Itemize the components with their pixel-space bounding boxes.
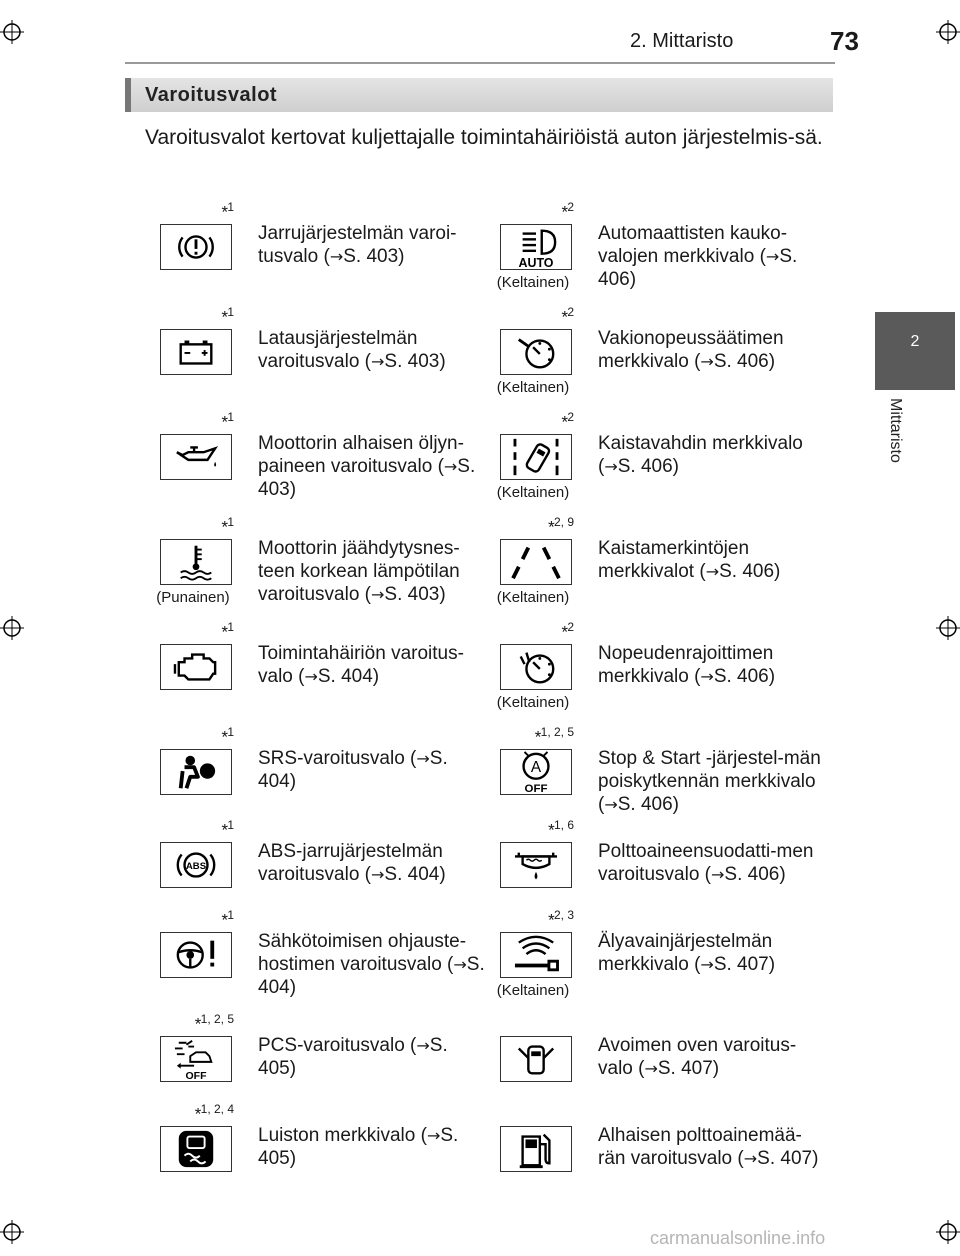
light-description-text: Moottorin jäähdytysnes-teen korkean lämpötilan varoitusvalo ( [258,538,460,605]
footnote-star: * [220,307,228,327]
intro-paragraph: Varoitusvalot kertovat kuljettajalle toimintahäiriöistä auton järjestelmis-sä. [145,126,823,149]
page-reference[interactable]: S. 406) [713,351,776,372]
footnote-star: * [220,412,228,432]
light-description-text: Moottorin alhaisen öljyn-paineen varoitusvalo ( [258,433,464,477]
svg-text:OFF: OFF [185,1070,207,1081]
footnote-number: 1, 6 [553,818,574,832]
light-description [598,747,828,816]
footnote-marker [134,1012,234,1035]
auto-high-beam-icon [500,224,572,270]
footnote-marker [474,200,574,223]
light-description [258,222,488,268]
page-reference[interactable]: S. 405) [258,1035,448,1079]
light-description-text: Nopeudenrajoittimen merkkivalo ( [598,643,774,687]
footnote-number: 1 [227,200,234,214]
page-ref-arrow: → [765,247,780,266]
light-description-text: Sähkötoimisen ohjauste-hostimen varoitusvalo ( [258,931,467,975]
footnote-marker [474,515,574,538]
footnote-star: * [220,622,228,642]
smart-key-icon [500,932,572,978]
indicator-color-note: (Keltainen) [496,982,570,999]
footnote-star: * [194,1104,201,1124]
light-description [598,537,828,583]
page-ref-arrow: → [705,562,720,581]
page-reference[interactable]: S. 407) [657,1058,720,1079]
footnote-star: * [220,517,228,537]
footnote-marker [134,410,234,433]
page-ref-arrow: → [644,1059,658,1078]
light-description [598,1124,828,1170]
section-heading [125,78,833,112]
low-fuel-icon [500,1126,572,1172]
light-description [258,1034,488,1080]
page-ref-arrow: → [371,865,385,884]
page-ref-arrow: → [604,457,618,476]
registration-mark-bottom-right [936,1220,960,1244]
footnote-number: 2, 9 [553,515,574,529]
light-description [598,327,828,373]
light-description-text: Avoimen oven varoitus-valo ( [598,1035,797,1079]
page-ref-arrow: → [743,1149,758,1168]
slip-indicator-icon [160,1126,232,1172]
footnote-marker [474,620,574,643]
footnote-number: 1, 2, 5 [200,1012,234,1026]
light-description-text: Stop & Start -järjestel-män poiskytkennän merkkivalo ( [598,748,821,815]
header-rule [125,62,835,64]
page-reference[interactable]: S. 407) [713,954,776,975]
page-ref-arrow: → [604,795,618,814]
footnote-marker [134,200,234,223]
registration-mark-top-right [936,20,960,44]
page-ref-arrow: → [329,247,344,266]
footnote-number: 1 [227,410,234,424]
svg-text:AUTO: AUTO [518,256,554,269]
fuel-filter-icon [500,842,572,888]
footnote-star: * [547,517,554,537]
footnote-star: * [560,202,568,222]
abs-icon [160,842,232,888]
registration-mark-mid-right [936,616,960,640]
page-ref-arrow: → [416,1036,430,1055]
svg-text:A: A [530,759,542,776]
coolant-temp-icon [160,539,232,585]
footnote-number: 1 [227,620,234,634]
page-reference[interactable]: S. 403) [384,351,446,372]
light-description-text: Kaistavahdin merkkivalo ( [598,433,803,477]
footnote-star: * [560,622,568,642]
page-reference[interactable]: S. 404) [384,864,446,885]
check-engine-icon [160,644,232,690]
srs-airbag-icon [160,749,232,795]
light-description-text: ABS-jarrujärjestelmän varoitusvalo ( [258,841,443,885]
light-description [258,432,488,501]
light-description [258,930,488,999]
page-ref-arrow: → [426,1126,441,1145]
footnote-star: * [194,1014,201,1034]
indicator-color-note: (Keltainen) [496,274,570,291]
page-reference[interactable]: S. 406) [617,794,679,815]
page-reference[interactable]: S. 404) [258,748,448,792]
watermark: carmanualsonline.info [650,1228,826,1248]
chapter-tab: 2 [875,312,955,390]
light-description-text: Latausjärjestelmän varoitusvalo ( [258,328,418,372]
page-reference[interactable]: S. 406) [713,666,776,687]
page-reference[interactable]: S. 406) [719,561,781,582]
chapter-label: Mittaristo [887,398,904,463]
speed-limiter-icon [500,644,572,690]
section-heading-text: Varoitusvalot [145,84,278,106]
light-description-text: Luiston merkkivalo ( [258,1125,427,1146]
footnote-number: 1 [227,908,234,922]
indicator-color-note: (Keltainen) [496,589,570,606]
page-reference[interactable]: S. 406) [617,456,679,477]
page-ref-arrow: → [700,955,714,974]
page-reference[interactable]: S. 407) [757,1148,819,1169]
brake-warning-icon [160,224,232,270]
footnote-marker [474,725,574,748]
open-door-icon [500,1036,572,1082]
footnote-number: 2 [567,200,574,214]
footnote-star: * [547,910,554,930]
light-description-text: Alhaisen polttoainemää-rän varoitusvalo ( [598,1125,802,1169]
light-description [598,840,828,886]
page-ref-arrow: → [711,865,725,884]
page-ref-arrow: → [453,955,467,974]
light-description [258,1124,488,1170]
svg-text:OFF: OFF [524,783,548,794]
light-description-text: Älyavainjärjestelmän merkkivalo ( [598,931,773,975]
footnote-number: 1 [227,818,234,832]
footnote-marker [134,515,234,538]
light-description [258,327,488,373]
registration-mark-bottom-left [0,1220,24,1244]
light-description [258,537,488,606]
battery-charge-icon [160,329,232,375]
footnote-number: 1 [227,725,234,739]
footnote-marker [134,1102,234,1125]
footnote-number: 2 [567,620,574,634]
footnote-marker [474,818,574,841]
light-description [598,930,828,976]
light-description [598,432,828,478]
footnote-star: * [560,307,568,327]
power-steering-icon [160,932,232,978]
footnote-number: 1 [227,515,234,529]
footnote-star: * [220,202,228,222]
footnote-star: * [220,910,228,930]
page-ref-arrow: → [416,749,430,768]
light-description-text: Jarrujärjestelmän varoi-tusvalo ( [258,223,457,267]
page-reference[interactable]: S. 403) [384,584,446,605]
indicator-color-note: (Keltainen) [496,379,570,396]
footnote-marker [474,305,574,328]
registration-mark-mid-left [0,616,24,640]
footnote-number: 1, 2, 5 [540,725,574,739]
footnote-star: * [547,820,554,840]
footnote-marker [134,305,234,328]
light-description-text: SRS-varoitusvalo ( [258,748,417,769]
page-ref-arrow: → [443,457,458,476]
footnote-star: * [220,820,228,840]
running-header-section: 2. Mittaristo [630,30,734,52]
light-description [258,840,488,886]
page-ref-arrow: → [371,352,385,371]
footnote-marker [474,908,574,931]
lane-markings-icon [500,539,572,585]
footnote-number: 2, 3 [553,908,574,922]
light-description-text: Automaattisten kauko-valojen merkkivalo ( [598,223,788,267]
registration-mark-top-left [0,20,24,44]
footnote-star: * [220,727,228,747]
pcs-off-icon [160,1036,232,1082]
page-reference[interactable]: S. 406) [598,246,798,290]
footnote-marker [134,908,234,931]
indicator-color-note: (Keltainen) [496,484,570,501]
light-description-text: PCS-varoitusvalo ( [258,1035,417,1056]
light-description [258,747,488,793]
page-reference[interactable]: S. 405) [258,1125,459,1169]
footnote-star: * [534,727,541,747]
svg-text:ABS: ABS [185,860,207,872]
light-description-text: Kaistamerkintöjen merkkivalot ( [598,538,750,582]
light-description-text: Polttoaineensuodatti-men varoitusvalo ( [598,841,814,885]
footnote-number: 1, 2, 4 [200,1102,234,1116]
light-description-text: Toimintahäiriön varoitus-valo ( [258,643,464,687]
indicator-color-note: (Punainen) [156,589,230,606]
page-reference[interactable]: S. 403) [258,456,476,500]
footnote-number: 2 [567,410,574,424]
lane-departure-icon [500,434,572,480]
footnote-marker [134,818,234,841]
footnote-star: * [560,412,568,432]
page-ref-arrow: → [371,585,385,604]
light-description [598,222,828,291]
page-ref-arrow: → [304,667,318,686]
light-description [598,1034,828,1080]
page-number: 73 [830,26,859,56]
cruise-control-icon [500,329,572,375]
footnote-number: 2 [567,305,574,319]
light-description-text: Vakionopeussäätimen merkkivalo ( [598,328,784,372]
page-ref-arrow: → [700,352,714,371]
stop-start-off-icon [500,749,572,795]
page-ref-arrow: → [700,667,714,686]
indicator-color-note: (Keltainen) [496,694,570,711]
page-reference[interactable]: S. 404) [258,954,485,998]
light-description [598,642,828,688]
footnote-marker [134,620,234,643]
light-description [258,642,488,688]
footnote-number: 1 [227,305,234,319]
page-reference[interactable]: S. 406) [724,864,786,885]
footnote-marker [134,725,234,748]
page-reference[interactable]: S. 404) [317,666,380,687]
page-reference[interactable]: S. 403) [343,246,405,267]
footnote-marker [474,410,574,433]
oil-pressure-icon [160,434,232,480]
